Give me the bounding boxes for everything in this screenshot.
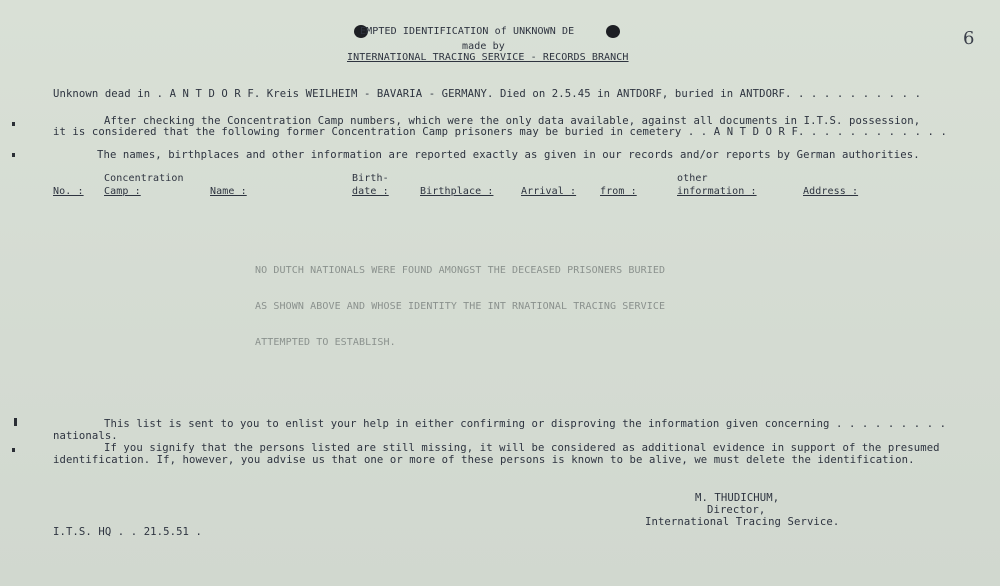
margin-mark <box>12 122 15 126</box>
reporting-note: The names, birthplaces and other information are reported exactly as given in our records and/or reports by German authorities. <box>97 149 920 161</box>
ink-blot-right <box>606 25 620 38</box>
document-title: EMPTED IDENTIFICATION of UNKNOWN DE <box>360 26 575 37</box>
notice-line3: ATTEMPTED TO ESTABLISH. <box>255 337 396 348</box>
title-made-by: made by <box>462 41 505 52</box>
page-number: 6 <box>963 28 975 49</box>
signatory-title: Director, <box>707 504 766 516</box>
column-birthplace: Birthplace : <box>420 186 494 197</box>
column-arrival: Arrival : <box>521 186 577 197</box>
column-no: No. : <box>53 186 84 197</box>
column-birthdate: date : <box>352 186 389 197</box>
closing-paragraph1-line2: nationals. <box>53 430 118 442</box>
margin-mark <box>14 418 17 426</box>
notice-line2: AS SHOWN ABOVE AND WHOSE IDENTITY THE INT RNATIONAL TRACING SERVICE <box>255 301 666 312</box>
header-birth: Birth- <box>352 173 389 184</box>
notice-line1: NO DUTCH NATIONALS WERE FOUND AMONGST THE DECEASED PRISONERS BURIED <box>255 265 666 276</box>
closing-paragraph2-line2: identification. If, however, you advise us that one or more of these persons is known to be alive, we must delete the identification. <box>53 454 915 466</box>
checking-paragraph-line1: After checking the Concentration Camp numbers, which were the only data available, against all documents in I.T.S. possession, <box>104 115 921 127</box>
header-concentration: Concentration <box>104 173 184 184</box>
column-camp: Camp : <box>104 186 141 197</box>
title-organization: INTERNATIONAL TRACING SERVICE - RECORDS BRANCH <box>347 52 629 63</box>
signatory-name: M. THUDICHUM, <box>695 492 780 504</box>
margin-mark <box>12 448 15 452</box>
unknown-dead-line: Unknown dead in . A N T D O R F. Kreis WEILHEIM - BAVARIA - GERMANY. Died on 2.5.45 in ANTDORF, buried in ANTDORF. . . . . . . . . . . <box>53 88 922 100</box>
column-address: Address : <box>803 186 859 197</box>
no-nationals-notice <box>255 241 665 373</box>
column-from: from : <box>600 186 637 197</box>
signatory-organization: International Tracing Service. <box>645 516 840 528</box>
checking-paragraph-line2: it is considered that the following former Concentration Camp prisoners may be buried in cemetery . . A N T D O R F. . . . . . . . . . . . <box>53 126 947 138</box>
column-name: Name : <box>210 186 247 197</box>
reference-date: I.T.S. HQ . . 21.5.51 . <box>53 526 202 538</box>
closing-paragraph2-line1: If you signify that the persons listed are still missing, it will be considered as additional evidence in support of the presumed <box>104 442 940 454</box>
header-other: other <box>677 173 708 184</box>
column-information: information : <box>677 186 757 197</box>
closing-paragraph1-line1: This list is sent to you to enlist your help in either confirming or disproving the information given concerning . . . . . . . . . <box>104 418 947 430</box>
margin-mark <box>12 153 15 157</box>
